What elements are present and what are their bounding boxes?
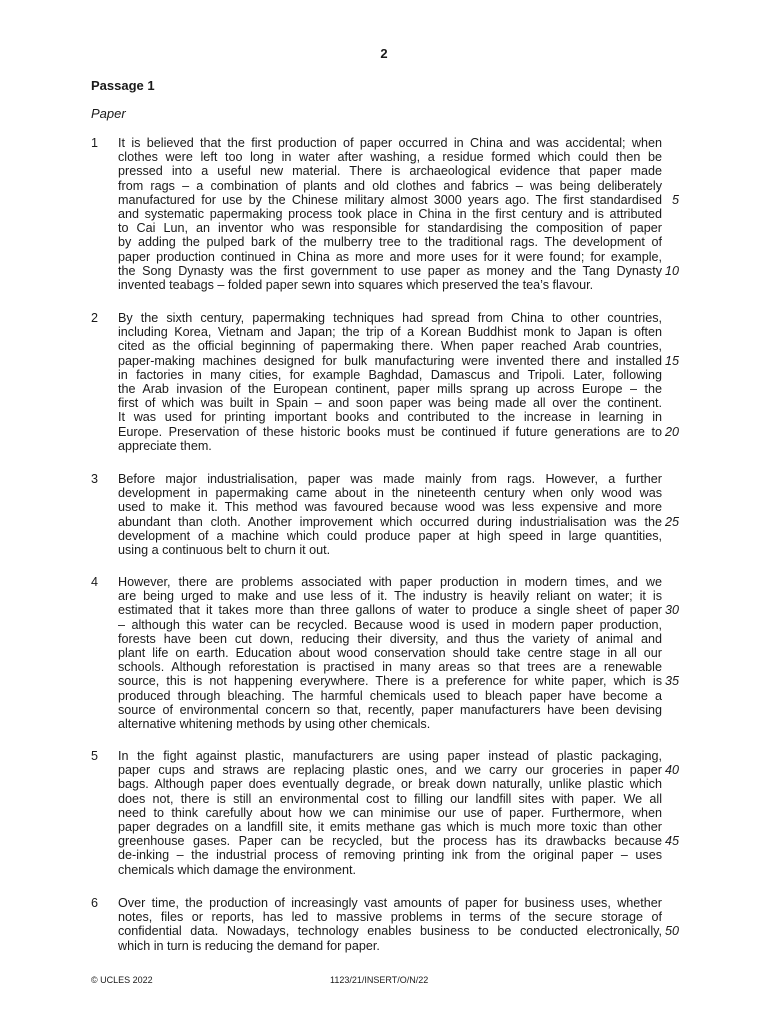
footer-copyright: © UCLES 2022 (91, 975, 153, 985)
paragraph-number: 6 (91, 896, 99, 910)
paragraph-line: – although this water can be recycled. Because wood is used in modern paper production, (118, 617, 662, 632)
paragraph-line: need to think carefully about how we can minimise our use of paper. Furthermore, when (118, 805, 662, 820)
page-number: 2 (380, 46, 388, 61)
paragraph-line: are being urged to make and use less of it. The industry is heavily reliant on water; it is (118, 589, 662, 604)
paragraph-line: By the sixth century, papermaking techniques had spread from China to other countries, (118, 311, 662, 325)
paragraph-line: produced through bleaching. The harmful chemicals used to bleach paper have become a (118, 688, 662, 703)
paragraph-line: greenhouse gases. Paper can be recycled, but the process has its drawbacks because (118, 834, 662, 849)
margin-line-number: 45 (664, 834, 679, 849)
paragraph-line: pressed into a useful new material. There is archaeological evidence that paper made (118, 164, 662, 179)
paragraph-line: plant life on earth. Education about wood conservation should take centre stage in all our (118, 646, 662, 660)
margin-line-number: 20 (664, 424, 679, 439)
margin-line-number: 15 (664, 353, 679, 368)
paragraph-line: development of a machine which could produce paper at high speed in large quantities, (118, 528, 662, 543)
margin-line-number: 40 (664, 763, 679, 778)
paragraph-line: using a continuous belt to churn it out. (118, 543, 331, 557)
paragraph-line: and systematic papermaking process took place in China in the first century and is attributed (118, 207, 662, 221)
footer-exam-code: 1123/21/INSERT/O/N/22 (330, 975, 429, 985)
paragraph-line: It is believed that the first production of paper occurred in China and was accidental; when (118, 136, 662, 150)
paragraph (91, 136, 691, 292)
paragraph-number: 5 (91, 749, 99, 763)
paragraph-line: bags. Although paper does eventually degrade, or break down naturally, unlike plastic which (118, 777, 662, 792)
paragraph-line: It was used for printing important books and contributed to the increase in learning in (118, 410, 662, 425)
paragraph-line: abundant than cloth. Another improvement which occurred during industrialisation was the (118, 514, 662, 529)
margin-line-number: 30 (664, 603, 679, 618)
paragraph-line: Europe. Preservation of these historic books must be continued if future generations are to (118, 424, 662, 439)
paragraph-line: notes, files or reports, has led to massive problems in terms of the secure storage of (118, 910, 662, 925)
margin-line-number: 50 (664, 924, 679, 939)
paragraph-number: 2 (91, 311, 99, 325)
paragraph-line: the Arab invasion of the European continent, paper mills sprang up across Europe – the (118, 382, 662, 396)
paragraph-line: to Cai Lun, an inventor who was responsible for standardising the composition of paper (118, 221, 662, 236)
paragraph-line: which in turn is reducing the demand for paper. (118, 938, 380, 953)
paragraph-number: 1 (91, 136, 99, 150)
paragraph-line: including Korea, Vietnam and Japan; the trip of a Korean Buddhist monk to Japan is often (118, 325, 662, 340)
paragraph-line: paper production continued in China as more and more uses for it were found; for example, (118, 249, 662, 264)
paragraph-line: However, there are problems associated with paper production in modern times, and we (118, 575, 662, 589)
paragraph-line: does not, there is still an environmental cost to filling our landfill sites with paper. We all (118, 791, 662, 806)
paragraph-line: In the fight against plastic, manufacturers are using paper instead of plastic packaging, (118, 749, 662, 763)
paragraph-line: paper cups and straws are replacing plastic ones, and we carry our groceries in paper (118, 763, 662, 778)
paragraph-line: by adding the pulped bark of the mulberry tree to the traditional rags. The development of (118, 235, 662, 250)
paragraph-line: cited as the official beginning of papermaking there. When paper reached Arab countries, (118, 339, 662, 354)
paragraph-line: chemicals which damage the environment. (118, 862, 357, 877)
paragraph (91, 575, 691, 731)
paragraph-line: paper-making machines designed for bulk manufacturing were invented there and installed (118, 353, 662, 368)
paragraph-line: used to make it. This method was favoured because wood was less expensive and more (118, 500, 662, 515)
paragraph-line: clothes were left too long in water after washing, a residue formed which could then be (118, 150, 662, 165)
paragraph-line: manufactured for use by the Chinese military almost 3000 years ago. The first standardised (118, 192, 662, 207)
paragraph-line: from rags – a combination of plants and old clothes and fabrics – was being deliberately (118, 178, 662, 193)
paragraph-line: first of which was built in Spain – and soon paper was being made all over the continent. (118, 396, 662, 411)
margin-line-number: 10 (664, 263, 679, 278)
margin-line-number: 35 (664, 674, 679, 689)
paragraph-line: source, this is not happening everywhere. There is a preference for white paper, which is (118, 674, 662, 689)
paragraph-line: forests have been cut down, reducing their diversity, and thus the variety of animal and (118, 631, 662, 646)
paragraph-line: appreciate them. (118, 438, 212, 453)
paragraph-line: schools. Although reforestation is practised in many areas so that trees are a renewable (118, 660, 662, 675)
paragraph-line: invented teabags – folded paper sewn into squares which preserved the tea’s flavour. (118, 278, 594, 292)
paragraph (91, 472, 691, 557)
paragraph-number: 3 (91, 472, 99, 486)
margin-line-number: 5 (671, 192, 679, 207)
paragraph (91, 311, 691, 453)
paragraph-line: Before major industrialisation, paper was made mainly from rags. However, a further (118, 472, 662, 486)
paragraph-line: Over time, the production of increasingly vast amounts of paper for business uses, whether (118, 896, 662, 910)
paragraph-line: the Song Dynasty was the first government to use paper as money and the Tang Dynasty (118, 263, 662, 278)
paragraph-number: 4 (91, 575, 99, 589)
passage-title: Paper (91, 106, 126, 121)
passage-label: Passage 1 (91, 78, 155, 93)
paragraph-line: in factories in many cities, for example Baghdad, Damascus and Tripoli. Later, following (118, 367, 662, 382)
paragraph-line: source of environmental concern so that, recently, paper manufacturers have been devising (118, 702, 662, 717)
paragraph-line: confidential data. Nowadays, technology enables business to be conducted electronically, (118, 924, 662, 939)
paragraph-line: estimated that it takes more than three gallons of water to produce a single sheet of paper (118, 603, 662, 618)
paragraph-line: development in papermaking came about in the nineteenth century when only wood was (118, 486, 662, 501)
paragraph (91, 896, 691, 953)
paragraph-line: de-inking – the industrial process of removing printing ink from the original paper – uses (118, 848, 662, 863)
paragraph-line: paper degrades on a landfill site, it emits methane gas which is much more toxic than other (118, 820, 662, 834)
paragraph-line: alternative whitening methods by using other chemicals. (118, 717, 431, 731)
paragraph (91, 749, 691, 877)
margin-line-number: 25 (664, 514, 679, 529)
